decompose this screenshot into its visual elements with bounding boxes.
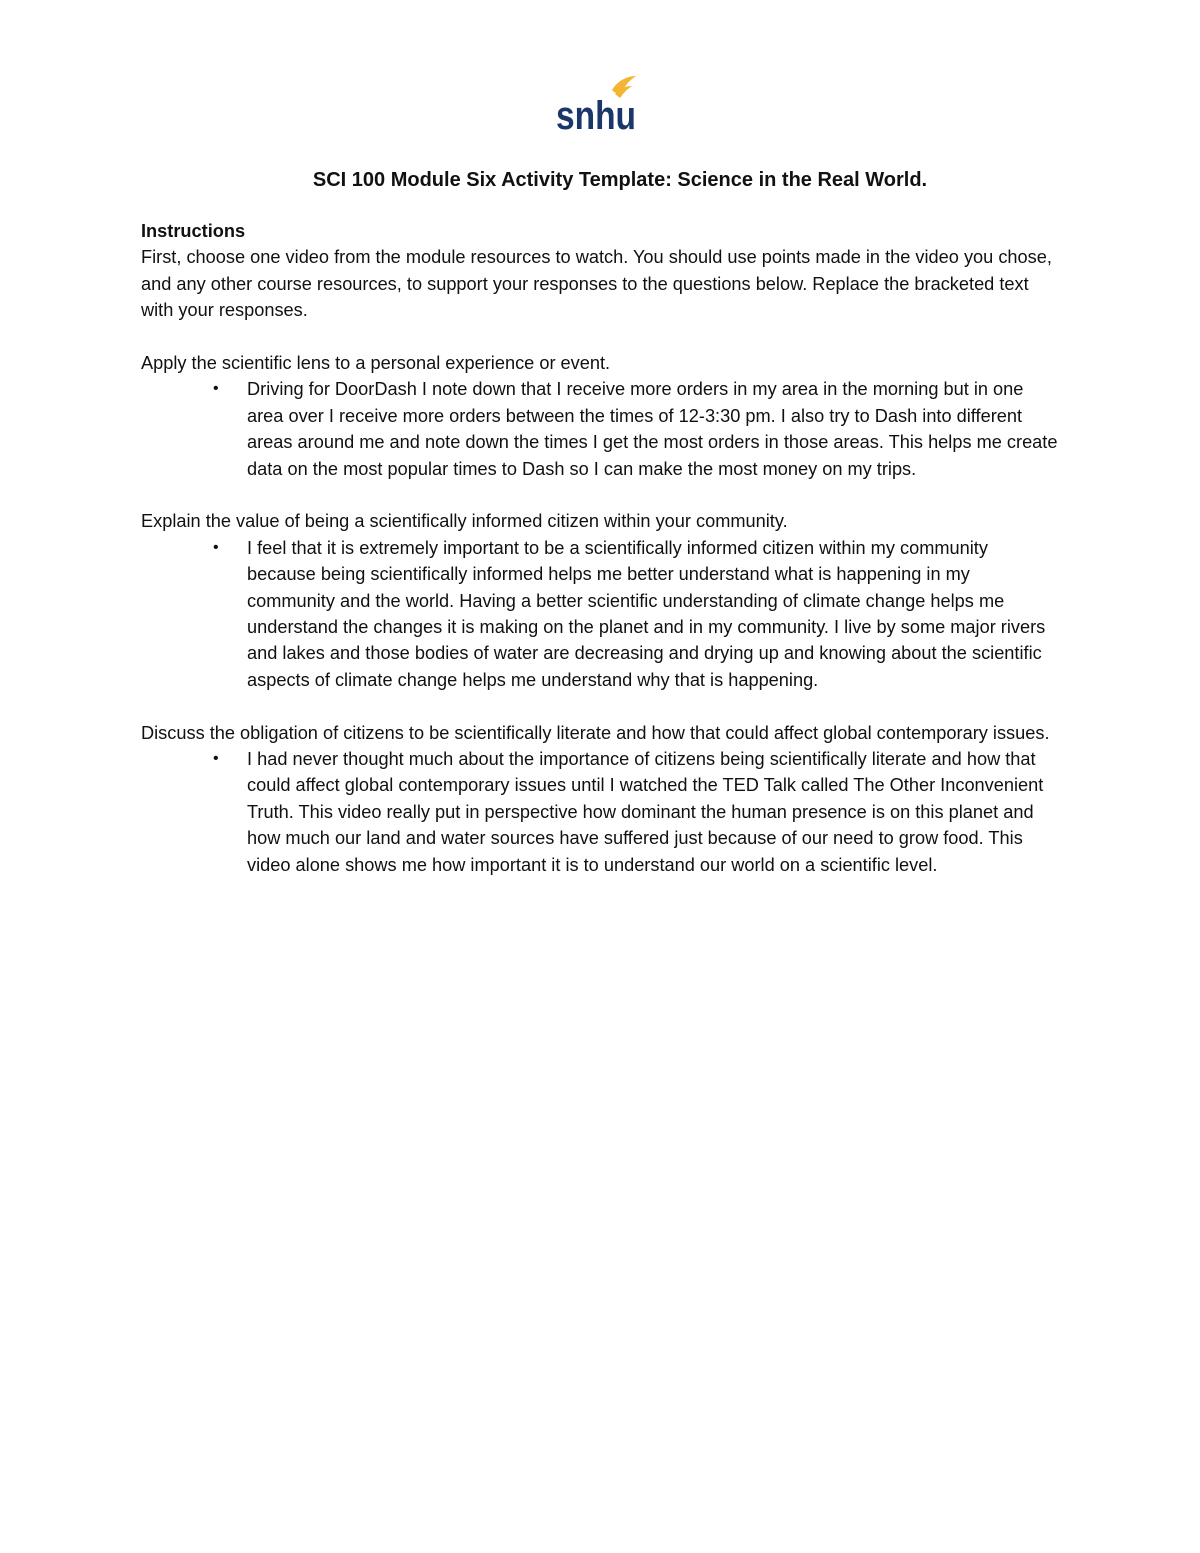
- answer-list: [141, 746, 1061, 878]
- section-informed-citizen: [141, 508, 1061, 693]
- section-personal-experience: [141, 350, 1061, 482]
- bullet-icon: •: [213, 538, 219, 556]
- answer-text: I had never thought much about the importance of citizens being scientifically literate and how that could affect global contemporary issues until I watched the TED Talk called The Other Inconvenient Truth. This video really put in perspective how dominant the human presence is on this planet and how much our land and water sources have suffered just because of our need to grow food. This video alone shows me how important it is to understand our world on a scientific level.: [247, 749, 1044, 875]
- answer-list: [141, 535, 1061, 693]
- document-body: [141, 166, 1061, 878]
- answer-item: [213, 746, 1061, 878]
- section-prompt: Explain the value of being a scientifically informed citizen within your community.: [141, 511, 788, 532]
- snhu-logo: [552, 72, 644, 134]
- answer-text: Driving for DoorDash I note down that I receive more orders in my area in the morning but in one area over I receive more orders between the times of 12-3:30 pm. I also try to Dash into different areas around me and note down the times I get the most orders in those areas. This helps me create data on the most popular times to Dash so I can make the most money on my trips.: [247, 379, 1058, 479]
- answer-item: [213, 376, 1061, 482]
- answer-list: [141, 376, 1061, 482]
- bullet-icon: •: [213, 380, 219, 398]
- section-prompt: Apply the scientific lens to a personal experience or event.: [141, 353, 611, 374]
- section-prompt: Discuss the obligation of citizens to be scientifically literate and how that could affect global contemporary issues.: [141, 722, 1050, 743]
- snhu-logo-text: snhu: [556, 94, 636, 134]
- instructions-heading: Instructions: [141, 221, 246, 241]
- snhu-logo-graphic: [552, 72, 644, 134]
- bullet-icon: •: [213, 750, 219, 768]
- instructions-text: First, choose one video from the module resources to watch. You should use points made in the video you chose, and any other course resources, to support your responses to the questions below. Replace the bracketed text with your responses.: [141, 247, 1052, 321]
- answer-item: [213, 535, 1061, 693]
- document-title: SCI 100 Module Six Activity Template: Science in the Real World.: [312, 169, 928, 191]
- answer-text: I feel that it is extremely important to be a scientifically informed citizen within my community because being scientifically informed helps me better understand what is happening in my community and the world. Having a better scientific understanding of climate change helps me understand the changes it is making on the planet and in my community. I live by some major rivers and lakes and those bodies of water are decreasing and drying up and knowing about the scientific aspects of climate change helps me understand why that is happening.: [247, 537, 1046, 690]
- section-scientific-literacy: [141, 720, 1061, 878]
